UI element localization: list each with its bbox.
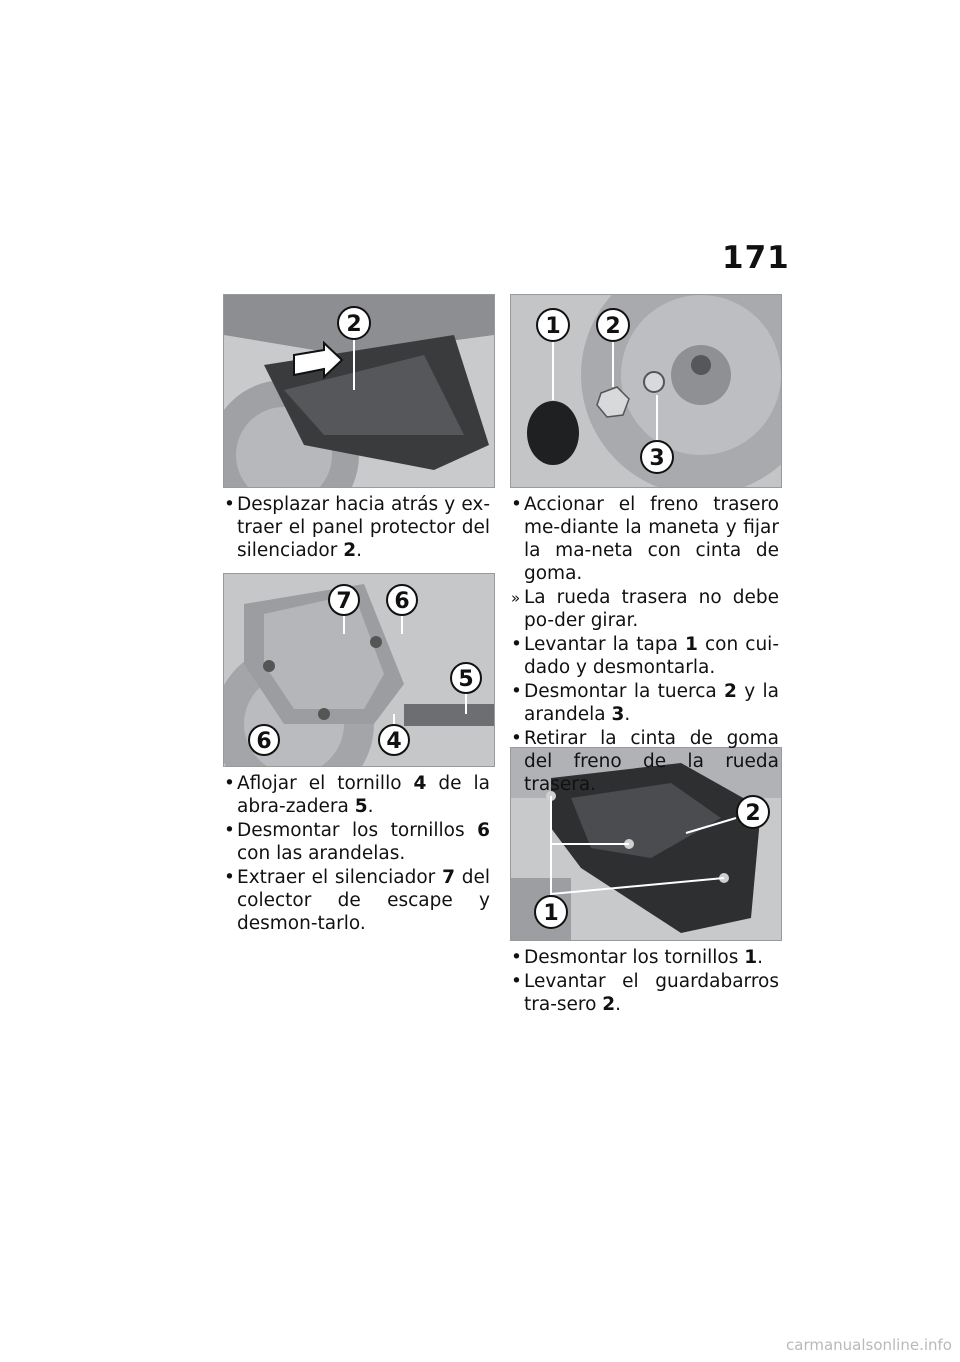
- step-item: [511, 946, 779, 969]
- right-instructions-2: [511, 946, 779, 1017]
- callout-label: 1: [545, 314, 561, 339]
- bullet-marker: •: [511, 947, 522, 968]
- step-text: La rueda trasera no debe po-der girar.: [524, 587, 779, 631]
- part-reference: 4: [413, 773, 427, 794]
- step-text: .: [615, 994, 622, 1015]
- step-item: [511, 970, 779, 1016]
- part-reference: 1: [744, 947, 758, 968]
- callout-label: 6: [256, 729, 272, 754]
- step-text: del colector de escape y desmon-tarlo.: [237, 867, 490, 934]
- left-instructions-2: [224, 772, 490, 936]
- right-instructions-1: [511, 493, 779, 797]
- part-reference: 5: [354, 796, 368, 817]
- step-text: .: [757, 947, 763, 968]
- step-text: .: [624, 704, 631, 725]
- step-item: [224, 772, 490, 818]
- step-text: Desmontar los tornillos: [237, 820, 478, 841]
- result-item: [511, 586, 779, 632]
- step-text: con cui-dado y desmontarla.: [524, 634, 779, 678]
- step-text: Levantar el guardabarros tra-sero: [524, 971, 779, 1015]
- step-item: [511, 680, 779, 726]
- step-text: Desplazar hacia atrás y ex-traer el panel protector del silenciador: [237, 494, 490, 561]
- figure-silencer-panel: [223, 294, 495, 488]
- callout-label: 2: [745, 801, 761, 826]
- step-item: [224, 819, 490, 865]
- step-item: [224, 866, 490, 935]
- step-text: Desmontar los tornillos: [524, 947, 745, 968]
- step-text: Desmontar la tuerca: [524, 681, 725, 702]
- callout-label: 7: [336, 589, 352, 614]
- step-text: con las arandelas.: [237, 843, 406, 864]
- figure-wheel-nut-illustration: [511, 295, 781, 487]
- callout-label: 5: [458, 667, 474, 692]
- figure-silencer-mounting-illustration: [224, 574, 494, 766]
- step-text: Retirar la cinta de goma del freno de la rueda trasera.: [524, 728, 779, 795]
- result-marker: »: [511, 589, 521, 607]
- bullet-marker: •: [511, 971, 522, 992]
- step-item: [511, 727, 779, 796]
- bullet-marker: •: [224, 494, 235, 515]
- callout-label: 1: [543, 901, 559, 926]
- callout-label: 2: [346, 312, 362, 337]
- step-item: [511, 633, 779, 679]
- callout-label: 3: [649, 446, 665, 471]
- bullet-marker: •: [511, 681, 522, 702]
- callout-label: 4: [386, 729, 402, 754]
- figure-silencer-mounting: [223, 573, 495, 767]
- part-reference: 6: [477, 820, 490, 841]
- bullet-marker: •: [511, 634, 522, 655]
- bullet-marker: •: [224, 773, 235, 794]
- step-item: [224, 493, 490, 562]
- page-number: 171: [722, 240, 790, 276]
- step-text: Accionar el freno trasero me-diante la maneta y fijar la ma-neta con cinta de goma.: [524, 494, 779, 584]
- step-item: [511, 493, 779, 585]
- callout-label: 2: [605, 314, 621, 339]
- part-reference: 2: [343, 540, 357, 561]
- bullet-marker: •: [224, 867, 235, 888]
- footer-watermark: carmanualsonline.info: [786, 1336, 952, 1354]
- part-reference: 2: [602, 994, 616, 1015]
- figure-silencer-panel-illustration: [224, 295, 494, 487]
- bullet-marker: •: [511, 728, 522, 749]
- part-reference: 7: [442, 867, 455, 888]
- step-text: Levantar la tapa: [524, 634, 685, 655]
- figure-wheel-nut: [510, 294, 782, 488]
- step-text: Aflojar el tornillo: [237, 773, 414, 794]
- step-text: y la arandela: [524, 681, 779, 725]
- step-text: de la abra-zadera: [237, 773, 490, 817]
- step-text: Extraer el silenciador: [237, 867, 443, 888]
- left-instructions-1: [224, 493, 490, 563]
- bullet-marker: •: [511, 494, 522, 515]
- part-reference: 2: [724, 681, 737, 702]
- callout-label: 6: [394, 589, 410, 614]
- step-text: .: [367, 796, 374, 817]
- part-reference: 3: [611, 704, 625, 725]
- step-text: .: [356, 540, 362, 561]
- part-reference: 1: [685, 634, 698, 655]
- bullet-marker: •: [224, 820, 235, 841]
